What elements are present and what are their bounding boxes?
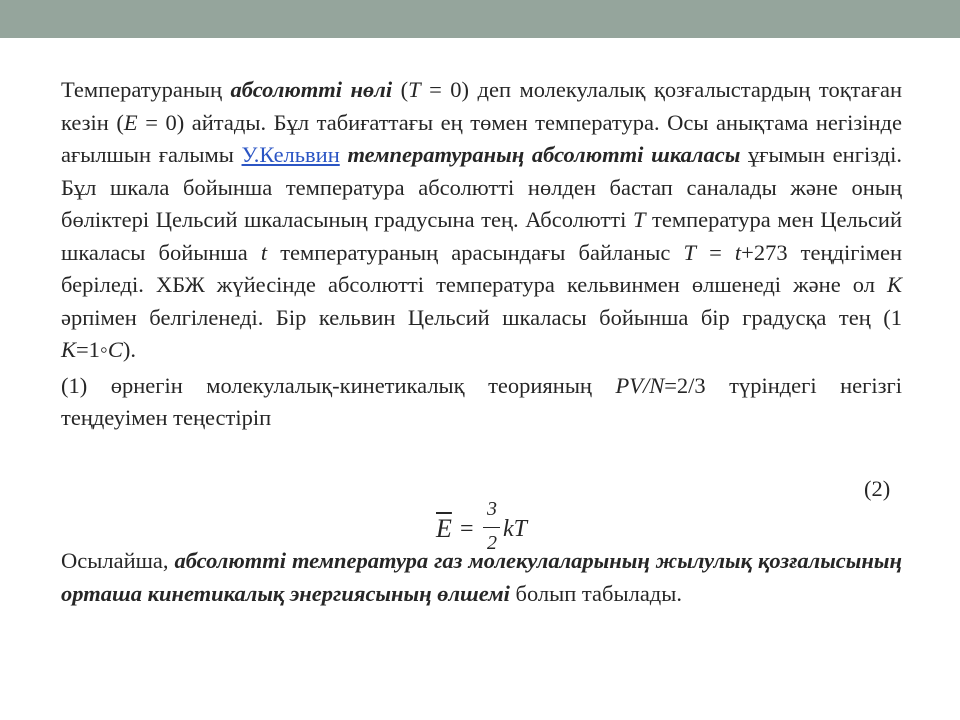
formula-numerator: 3 bbox=[487, 498, 497, 520]
formula-mean-energy: $\overline{E}$ bbox=[436, 514, 452, 543]
symbol-T: Т bbox=[408, 77, 421, 102]
symbol-E: Е bbox=[123, 109, 138, 135]
term-absolute-zero: абсолютті нөлі bbox=[230, 77, 393, 102]
slide-conclusion bbox=[61, 545, 902, 610]
text: = 0) айтады. Бұл табиғаттағы ең төмен температура. Осы анықтама негізінде ағылшын ғалымы bbox=[61, 109, 902, 167]
text: +273 теңдігімен беріледі. ХБЖ жүйесінде абсолютті температура кельвинмен өлшенеді және ол bbox=[61, 239, 902, 297]
slide-header-bar bbox=[0, 0, 960, 38]
text: температураның арасындағы байланыс bbox=[267, 239, 684, 265]
text: ( bbox=[392, 77, 409, 102]
text: = 0) деп молекулалық қозғалыстардың тоқтаған кезін ( bbox=[61, 77, 902, 135]
text: (1) өрнегін молекулалық-кинетикалық теорияның bbox=[61, 372, 616, 398]
text: болып табылады. bbox=[509, 580, 682, 606]
formula-equals: = bbox=[460, 516, 474, 542]
text: = bbox=[695, 239, 735, 265]
paragraph-absolute-zero bbox=[61, 74, 902, 367]
symbol-T: Т bbox=[683, 239, 696, 265]
formula-kT: kT bbox=[503, 516, 527, 542]
text: ). bbox=[122, 337, 137, 362]
symbol-K: К bbox=[61, 337, 76, 362]
text: температура мен Цельсий шкаласы бойынша bbox=[61, 207, 902, 265]
slide-body bbox=[61, 74, 902, 435]
formula-fraction-bar bbox=[483, 527, 500, 528]
symbol-t: t bbox=[260, 239, 268, 265]
text: Осылайша, bbox=[61, 548, 175, 573]
symbol-T: Т bbox=[632, 207, 646, 232]
symbol-C: С bbox=[107, 337, 123, 362]
kelvin-link[interactable]: У.Кельвин bbox=[241, 142, 340, 167]
equation-number: (2) bbox=[864, 476, 891, 501]
text: =2/3 түріндегі негізгі теңдеуімен теңестіріп bbox=[61, 372, 902, 430]
text: ұғымын енгізді. Бұл шкала бойынша температура абсолютті нөлден бастап саналады және оның бөліктері Цельсий шкаласының градусына тең. Абсолютті bbox=[61, 142, 902, 232]
term-temperature-definition: абсолютті температура газ молекулаларының жылулық қозғалысының орташа кинетикалық энергиясының өлшемі bbox=[61, 548, 903, 606]
term-absolute-scale: температураның абсолютті шкаласы bbox=[347, 142, 741, 167]
symbol-PV-N: PV/N bbox=[615, 372, 665, 398]
text: =1◦ bbox=[75, 337, 108, 362]
symbol-t: t bbox=[734, 239, 742, 265]
formula-denominator: 2 bbox=[487, 532, 497, 554]
symbol-K: К bbox=[887, 272, 902, 297]
paragraph-conclusion bbox=[61, 545, 902, 610]
text: әрпімен белгіленеді. Бір кельвин Цельсий шкаласы бойынша бір градусқа тең (1 bbox=[61, 304, 902, 330]
paragraph-mkt-equation bbox=[61, 370, 902, 435]
text: Температураның bbox=[61, 77, 231, 102]
